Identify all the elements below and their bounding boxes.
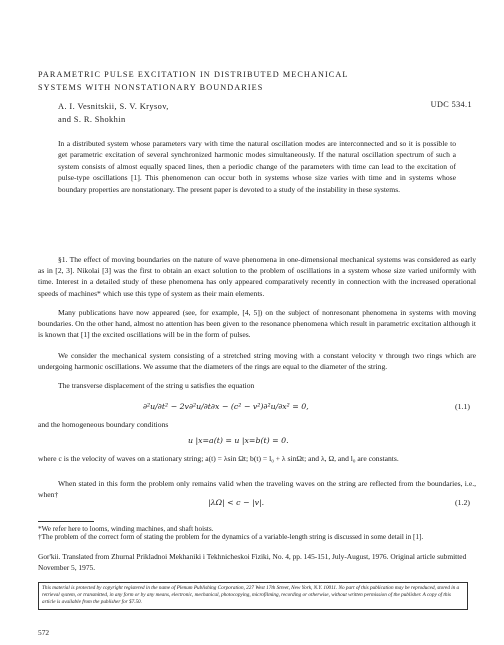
translation-citation: Gor'kii. Translated from Zhurnal Prikladnoi Mekhaniki i Tekhnicheskoi Fiziki, No. 4, pp. 145-151, July-August, 1976. Original article submitted November 5, 1975. [38, 552, 467, 572]
paragraph-4: The transverse displacement of the string u satisfies the equation [58, 381, 255, 390]
footnote-2: †The problem of the correct form of stating the problem for the dynamics of a variable-length string is discussed in some detail in [1]. [38, 533, 424, 541]
paragraph-2: Many publications have now appeared (see, for example, [4, 5]) on the subject of nonresonant phenomena in systems with moving boundaries. On the other hand, almost no attention has been given to the resonance phenomena which result in parametric excitation although it is known that [1] the excited oscillations will be in the form of pulses. [38, 308, 476, 340]
equation-1-1-number: (1.1) [455, 402, 470, 411]
authors-line-1: A. I. Vesnitskii, S. V. Krysov, [58, 102, 169, 111]
paragraph-section-1: §1. The effect of moving boundaries on the nature of wave phenomena in one-dimensional mechanical systems was considered as early as in [2, 3]. Nikolai [3] was the first to obtain an exact solution to the problem of oscillations in a system whose size varied uniformly with time. Interest in a detailed study of these phenomena has only appeared comparatively recently in connection with the increased operational speeds of machines* which use this type of system as their main elements. [38, 255, 476, 298]
equation-1-2 [38, 498, 476, 510]
page-number: 572 [38, 628, 50, 637]
authors [58, 100, 358, 126]
equation-1-2-number: (1.2) [455, 498, 470, 507]
footnote-1: *We refer here to looms, winding machines, and shaft hoists. [38, 525, 214, 533]
udc-code: UDC 534.1 [430, 100, 472, 109]
paragraph-6: where c is the velocity of waves on a stationary string; a(t) = λsin Ωt; b(t) = l₀ + λ sinΩt; and λ, Ω, and l₀ are constants. [38, 454, 399, 463]
paragraph-7: When stated in this form the problem only remains valid when the traveling waves on the string are reflected from the boundaries, i.e., when† [38, 479, 476, 500]
title-line-1: PARAMETRIC PULSE EXCITATION IN DISTRIBUTED MECHANICAL [38, 70, 349, 79]
article-title [38, 68, 478, 94]
equation-1-2-expression: |λΩ| < c − |v|. [208, 498, 265, 507]
paragraph-5: and the homogeneous boundary conditions [38, 420, 169, 429]
equation-1-1-expression: ∂²u/∂t² − 2v∂²u/∂t∂x − (c² − v²)∂²u/∂x² = 0, [143, 402, 309, 411]
title-line-2: SYSTEMS WITH NONSTATIONARY BOUNDARIES [38, 83, 264, 92]
copyright-notice: This material is protected by copyright registered in the name of Plenum Publishing Corporation, 227 West 17th Street, New York, N.Y. 10011. No part of this publication may be reproduced, stored in a retrieval system, or transmitted, in any form or by any means, electronic, mechanical, photocopying, microfilming, recording or otherwise, without written permission of the publisher. A copy of this article is available from the publisher for $7.50. [38, 582, 468, 610]
authors-line-2: and S. R. Shokhin [58, 115, 126, 124]
equation-boundary [38, 436, 476, 448]
equation-1-1 [38, 402, 476, 414]
equation-boundary-expression: u |x=a(t) = u |x=b(t) = 0. [188, 436, 289, 445]
abstract: In a distributed system whose parameters vary with time the natural oscillation modes are interconnected and so it is possible to get parametric excitation of several synchronized harmonic modes simultaneously. If the natural oscillation spectrum of such a system consists of almost equally spaced lines, then a periodic change of the parameters with time can lead to the excitation of pulse-type oscillations [1]. This phenomenon can occur both in systems whose size varies with time and in systems whose boundary properties are nonstationary. The present paper is devoted to a study of the instability in these systems. [58, 139, 456, 194]
paragraph-3: We consider the mechanical system consisting of a stretched string moving with a constant velocity v through two rings which are undergoing harmonic oscillations. We assume that the diameters of the rings are equal to the diameter of the string. [38, 351, 476, 372]
footnote-divider [38, 521, 94, 522]
